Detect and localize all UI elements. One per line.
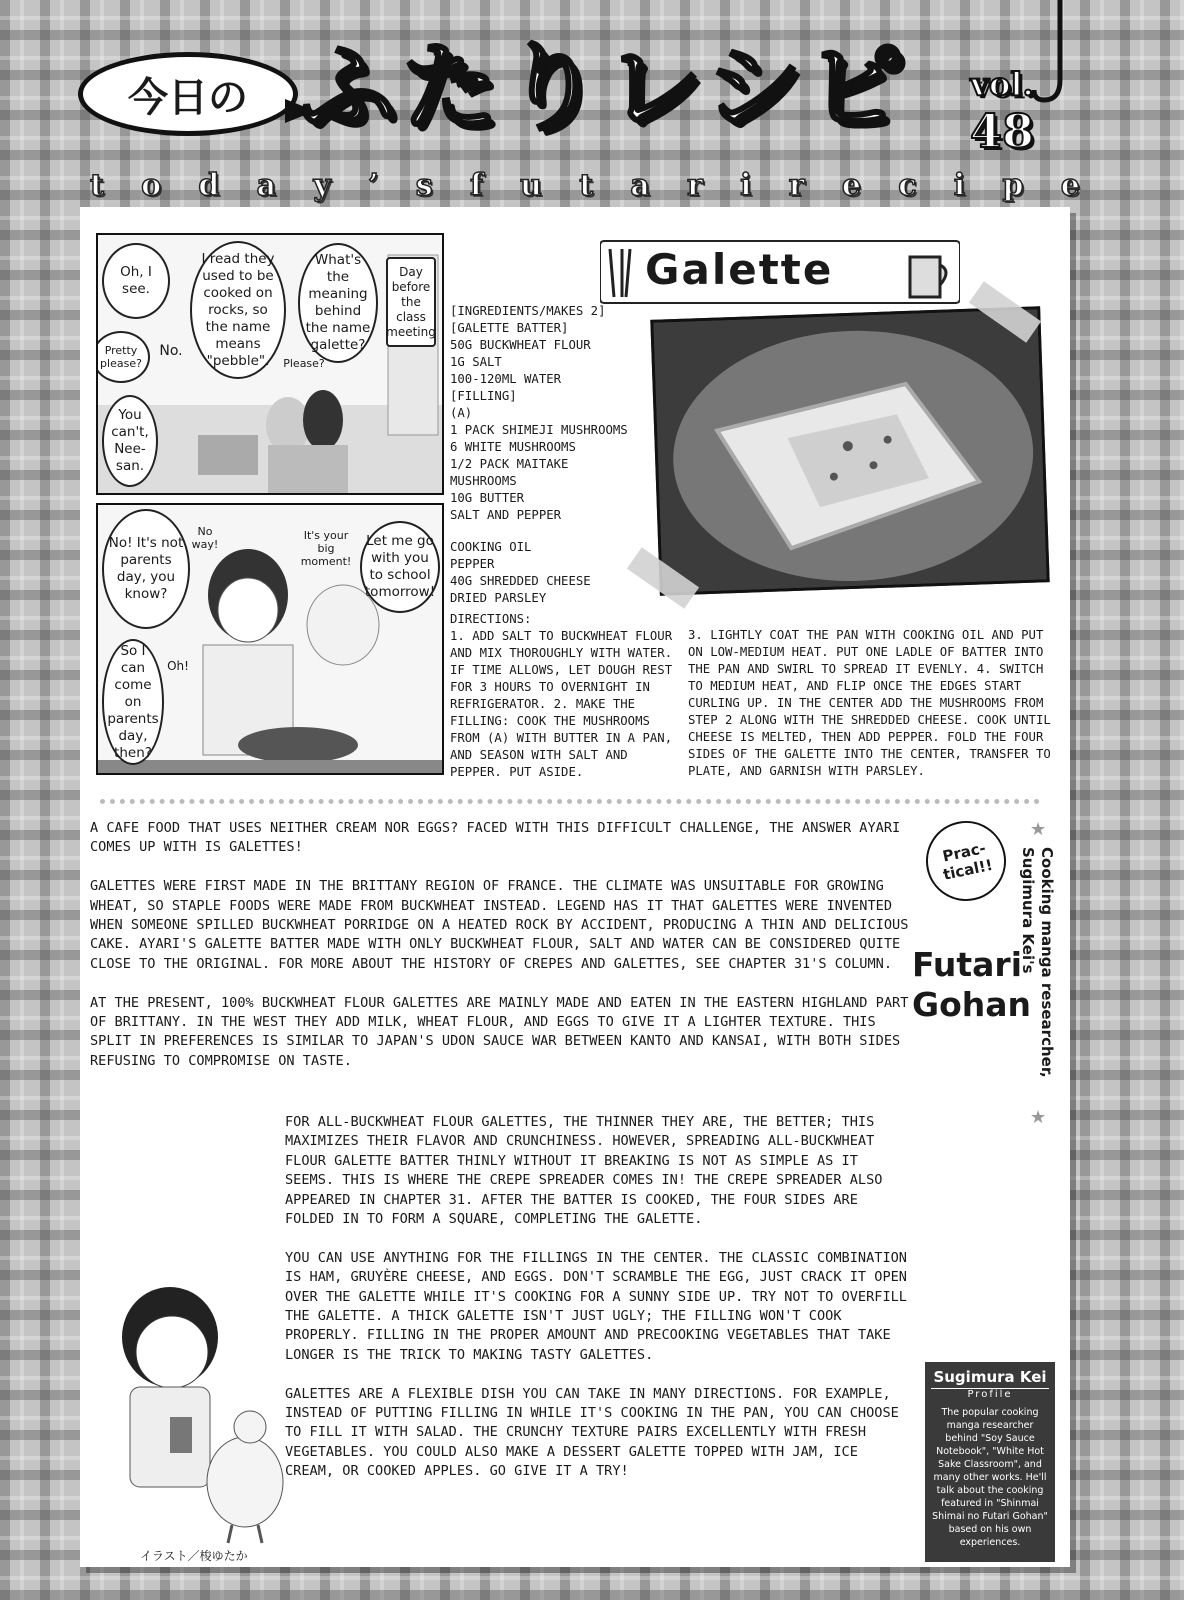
column-text-bottom (285, 1113, 915, 1501)
profile-name: Sugimura Kei (931, 1368, 1049, 1389)
author-profile-box (925, 1362, 1055, 1562)
recipe-title: Galette (645, 245, 834, 294)
speech-text-no: No. (159, 342, 183, 359)
subtitle-letter: i (953, 168, 966, 203)
series-name-line-2: Gohan (912, 985, 1032, 1024)
profile-label: Profile (967, 1389, 1013, 1400)
star-icon: ★ (1030, 1107, 1047, 1128)
speech-bubble-let-me-go: Let me go with you to school tomorrow! (360, 521, 440, 613)
ingredient-line: 50G BUCKWHEAT FLOUR (450, 338, 591, 352)
subtitle-letter: s (415, 168, 433, 203)
practical-bubble: Prac-tical!! (919, 814, 1014, 909)
subtitle-letter: e (1060, 168, 1080, 203)
ingredient-line: [GALETTE BATTER] (450, 321, 569, 335)
ingredient-line: 10G BUTTER (450, 491, 525, 505)
column-paragraph: AT THE PRESENT, 100% BUCKWHEAT FLOUR GALETTES ARE MAINLY MADE AND EATEN IN THE EASTERN HIGHLAND PART OF BRITTANY. IN THE WEST THEY ADD MILK, WHEAT FLOUR, AND EGGS TO GIVE IT A LIGHTER TEXTURE. THIS SPLIT IN PREFERENCES IS SIMILAR TO JAPAN'S UDON SAUCE WAR BETWEEN KANTO AND KANSAI, WITH BOTH SIDES REFUSING TO COMPROMISE ON TASTE. (90, 994, 909, 1069)
ingredient-line: (A) (450, 406, 473, 420)
speech-text-please: Please? (283, 356, 325, 370)
speech-bubble-oh-i-see: Oh, I see. (102, 243, 170, 319)
subtitle-letter: c (898, 168, 917, 203)
galette-photo (650, 306, 1049, 595)
subtitle-letter: p (1002, 168, 1024, 203)
subtitle-letter: t (579, 168, 594, 203)
ingredient-line: 100-120ML WATER (450, 372, 562, 386)
ingredient-line: DRIED PARSLEY (450, 591, 547, 605)
subtitle (90, 168, 1080, 208)
section-divider (100, 799, 1040, 804)
column-paragraph: GALETTES WERE FIRST MADE IN THE BRITTANY REGION OF FRANCE. THE CLIMATE WAS UNSUITABLE FOR GROWING WHEAT, SO STAPLE FOODS WERE MADE FROM BUCKWHEAT INSTEAD. LEGEND HAS IT THAT GALETTES WERE INVENTED WHEN SOMEONE SPILLED BUCKWHEAT PORRIDGE ON A HEATED ROCK BY ACCIDENT, PRODUCING A THIN AND DELICIOUS CAKE. AYARI'S GALETTE BATTER MADE WITH ONLY BUCKWHEAT FLOUR, SALT AND WATER CAN BE CONSIDERED QUITE CLOSE TO THE ORIGINAL. FOR MORE ABOUT THE HISTORY OF CREPES AND GALETTES, SEE CHAPTER 31'S COLUMN. (90, 878, 909, 972)
title-bubble-text: 今日の (128, 74, 248, 121)
ingredient-line: SALT AND PEPPER (450, 508, 562, 522)
ingredient-line: 1 PACK SHIMEJI MUSHROOMS (450, 423, 628, 437)
subtitle-letter: y (313, 168, 331, 203)
comic-panel-2 (96, 503, 444, 775)
directions-label: DIRECTIONS: (450, 612, 532, 626)
volume-number: 48 (969, 104, 1034, 158)
subtitle-letter: a (630, 168, 650, 203)
subtitle-letter: o (141, 168, 162, 203)
column-text-top (90, 819, 910, 1091)
speech-text-oh: Oh! (167, 658, 189, 673)
subtitle-letter: i (740, 168, 752, 203)
speech-bubble-meaning: What's the meaning behind the name galette? (298, 243, 378, 363)
page-title: ふたりレシピ (300, 32, 910, 144)
column-paragraph: GALETTES ARE A FLEXIBLE DISH YOU CAN TAKE IN MANY DIRECTIONS. FOR EXAMPLE, INSTEAD OF PUTTING FILLING IN WHILE IT'S COOKING IN THE PAN, YOU CAN CHOOSE TO FILL IT WITH SALAD. THE CRUNCHY TEXTURE PAIRS EXCELLENTLY WITH FRESH VEGETABLES. YOU COULD ALSO MAKE A DESSERT GALETTE TOPPED WITH JAM, ICE CREAM, OR COOKED APPLES. GO GIVE IT A TRY! (285, 1385, 899, 1480)
comic-panel-1 (96, 233, 444, 495)
ingredient-line: [FILLING] (450, 389, 517, 403)
directions-steps-1-2: 1. ADD SALT TO BUCKWHEAT FLOUR AND MIX THOROUGHLY WITH WATER. IF TIME ALLOWS, LET DOUGH REST FOR 3 HOURS TO OVERNIGHT IN REFRIGERATOR. 2. MAKE THE FILLING: COOK THE MUSHROOMS FROM (A) WITH BUTTER IN A PAN, AND SEASON WITH SALT AND PEPPER. PUT ASIDE. (450, 629, 673, 779)
subtitle-letter: d (198, 168, 220, 203)
subtitle-letter: a (256, 168, 277, 203)
profile-bio: The popular cooking manga researcher behind "Soy Sauce Notebook", "White Hot Sake Classroom", and many other works. He'll talk about the cooking featured in "Shinmai Shimai no Futari Gohan" based on his own experiences. (932, 1407, 1048, 1548)
series-name-line-1: Futari (912, 945, 1023, 984)
title-bubble (78, 52, 298, 136)
speech-bubble-you-cant: You can't, Nee-san. (102, 395, 158, 487)
volume-badge (962, 64, 1042, 174)
subtitle-letter: r (687, 168, 703, 203)
volume-label: vol. (970, 65, 1034, 103)
subtitle-letter: e (841, 168, 861, 203)
galette-image (653, 309, 1049, 596)
girl-with-chicken-illustration (100, 1267, 290, 1547)
subtitle-letter: u (520, 168, 542, 203)
star-icon: ★ (1030, 819, 1047, 840)
directions-left (450, 611, 682, 801)
column-paragraph: FOR ALL-BUCKWHEAT FLOUR GALETTES, THE THINNER THEY ARE, THE BETTER; THIS MAXIMIZES THEIR FLAVOR AND CRUNCHINESS. HOWEVER, SPREADING ALL-BUCKWHEAT FLOUR GALETTE BATTER THINLY WITHOUT IT BREAKING IS NOT AS SIMPLE AS IT SEEMS. THIS IS WHERE THE CREPE SPREADER COMES IN! THE CREPE SPREADER ALSO APPEARED IN CHAPTER 31. AFTER THE BATTER IS COOKED, THE FOUR SIDES ARE FOLDED IN TO FORM A SQUARE, COMPLETING THE GALETTE. (285, 1114, 883, 1228)
author-credit-vertical: Cooking manga researcher, Sugimura Kei's (1019, 847, 1056, 1078)
ingredient-line: PEPPER (450, 557, 495, 571)
ingredient-line: 1/2 PACK MAITAKE (450, 457, 569, 471)
column-paragraph: YOU CAN USE ANYTHING FOR THE FILLINGS IN THE CENTER. THE CLASSIC COMBINATION IS HAM, GRUYÈRE CHEESE, AND EGGS. DON'T SCRAMBLE THE EGG, JUST CRACK IT OPEN OVER THE GALETTE WHILE IT'S COOKING FOR A SUNNY SIDE UP. TRY NOT TO OVERFILL THE GALETTE. A THICK GALETTE ISN'T JUST UGLY; THE FILLING WON'T COOK PROPERLY. FILLING IN THE PROPER AMOUNT AND PRECOOKING VEGETABLES THAT TAKE LONGER IS THE TRICK TO MAKING TASTY GALETTES. (285, 1249, 907, 1363)
speech-text-no-way: No way! (191, 525, 219, 551)
ingredient-line: 40G SHREDDED CHEESE (450, 574, 591, 588)
ingredient-line: 6 WHITE MUSHROOMS (450, 440, 576, 454)
ingredient-line: 1G SALT (450, 355, 502, 369)
ingredient-line: MUSHROOMS (450, 474, 517, 488)
directions-right: 3. LIGHTLY COAT THE PAN WITH COOKING OIL AND PUT ON LOW-MEDIUM HEAT. PUT ONE LADLE OF BATTER INTO THE PAN AND SWIRL TO SPREAD IT EVENLY. 4. SWITCH TO MEDIUM HEAT, AND FLIP ONCE THE EDGES START CURLING UP. IN THE CENTER ADD THE MUSHROOMS FROM STEP 2 ALONG WITH THE SHREDDED CHEESE. COOK UNTIL CHEESE IS MELTED, THEN ADD PEPPER. FOLD THE FOUR SIDES OF THE GALETTE INTO THE CENTER, TRANSFER TO PLATE, AND GARNISH WITH PARSLEY. (688, 628, 1051, 778)
speech-bubble-parents-day: So I can come on parents day, then? (102, 639, 164, 765)
speech-bubble-pebble: I read they used to be cooked on rocks, so the name means "pebble". (190, 241, 286, 379)
ingredient-line: COOKING OIL (450, 540, 532, 554)
recipe-sheet (80, 207, 1070, 1567)
subtitle-letter: r (788, 168, 805, 203)
speech-text-big-moment: It's your big moment! (300, 528, 352, 568)
ingredients-extra-list (450, 539, 650, 609)
series-name (912, 945, 1032, 1065)
speech-bubble-pretty-please: Pretty please? (96, 331, 150, 383)
subtitle-letter: ’ (368, 168, 379, 203)
illustration-credit: イラスト／梭ゆたか (140, 1549, 248, 1563)
ingredient-line: [INGREDIENTS/MAKES 2] (450, 304, 606, 318)
speech-bubble-not-parents-day: No! It's not parents day, you know? (102, 509, 190, 629)
caption-day-before: Day before the class meeting (386, 257, 436, 347)
subtitle-letter: t (90, 168, 104, 203)
column-paragraph: A CAFE FOOD THAT USES NEITHER CREAM NOR EGGS? FACED WITH THIS DIFFICULT CHALLENGE, THE ANSWER AYARI COMES UP WITH IS GALETTES! (90, 820, 901, 856)
subtitle-letter: f (469, 168, 483, 203)
